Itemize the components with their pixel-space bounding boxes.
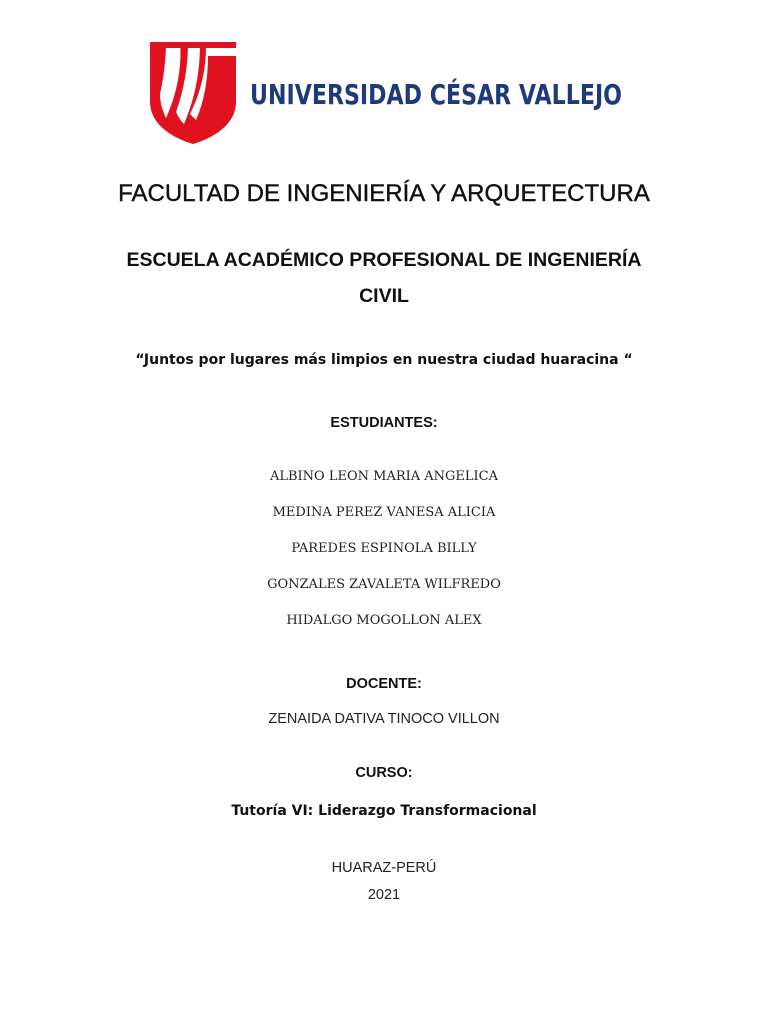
students-label: ESTUDIANTES: [330,415,438,431]
student-name: GONZALES ZAVALETA WILFREDO [267,577,501,592]
svg-text:UNIVERSIDAD CÉSAR VALLEJO: UNIVERSIDAD CÉSAR VALLEJO [250,78,721,111]
school-title-line-1: ESCUELA ACADÉMICO PROFESIONAL DE INGENIERÍA [126,249,642,271]
student-name: MEDINA PEREZ VANESA ALICIA [272,505,496,520]
university-logo-wordmark [250,76,721,111]
university-logo-shield [148,40,238,144]
teacher-label: DOCENTE: [346,676,422,692]
course-label: CURSO: [355,765,413,781]
student-name: PAREDES ESPINOLA BILLY [291,541,477,556]
course-name: Tutoría VI: Liderazgo Transformacional [231,803,537,819]
student-name: ALBINO LEON MARIA ANGELICA [269,469,499,484]
faculty-title: FACULTAD DE INGENIERÍA Y ARQUETECTURA [118,180,650,207]
school-title-line-2: CIVIL [359,285,409,307]
project-title: “Juntos por lugares más limpios en nuestra ciudad huaracina “ [135,352,633,368]
year: 2021 [367,887,401,903]
student-name: HIDALGO MOGOLLON ALEX [286,613,482,628]
teacher-name: ZENAIDA DATIVA TINOCO VILLON [268,711,500,727]
place: HUARAZ-PERÚ [331,860,437,876]
